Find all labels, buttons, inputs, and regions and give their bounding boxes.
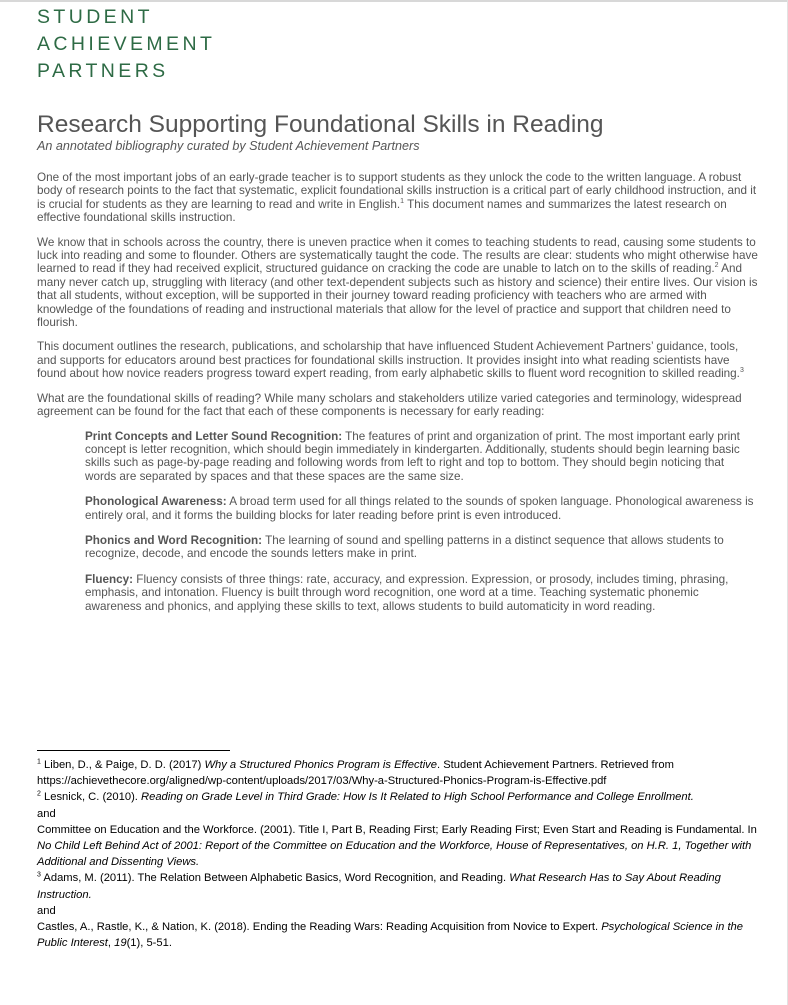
- footnote-3-cont: [37, 919, 759, 951]
- uneven-practice-text: We know that in schools across the country, there is uneven practice when it comes to teaching students to read, causing some students to luck into reading and some to flounder. Others are systematically taught the code. The results are clear: students who might otherwise have learned to read if they had received explicit, structured guidance on cracking the code are unable to latch on to the skills of reading.: [37, 235, 758, 276]
- footnote-text: Lesnick, C. (2010).: [40, 791, 142, 804]
- footnote-title: Reading on Grade Level in Third Grade: How Is It Related to High School Performance and College Enrollment.: [141, 791, 694, 804]
- definition-phonological-awareness: [85, 495, 757, 522]
- definition-list: [85, 430, 757, 613]
- footnote-text: . Student Achievement Partners. Retrieved from https://achievethecore.org/aligned/wp-content/uploads/2017/03/Why-a-Structured-Phonics-Program-is-Effective.pdf: [37, 759, 674, 788]
- footnote-number: 1: [37, 758, 41, 766]
- footnote-title: Why a Structured Phonics Program is Effective: [204, 759, 437, 771]
- footnote-text: (1), 5-51.: [126, 937, 172, 950]
- intro-paragraph: [37, 171, 759, 225]
- logo-line-2: ACHIEVEMENT: [37, 33, 216, 55]
- uneven-practice-text-cont: And many never catch up, struggling with literacy (and other text-dependent subjects such as history and science) their entire lives. Our vision is that all students, without exception, will be supported in their journey toward reading proficiency with teachers who are armed with knowledge of the foundations of reading and instructional materials that allow for the level of practice and support that children need to flourish.: [37, 262, 758, 330]
- definition-term: Phonics and Word Recognition:: [85, 533, 263, 547]
- footnote-1: [37, 757, 759, 789]
- foundational-skills-question: What are the foundational skills of reading? While many scholars and stakeholders utilize varied categories and terminology, widespread agreement can be found for the fact that each of these components is necessary for early reading:: [37, 391, 742, 419]
- footnote-text: ,: [107, 937, 115, 950]
- footnote-text: Adams, M. (2011). The Relation Between Alphabetic Basics, Word Recognition, and Reading.: [40, 872, 510, 885]
- definition-print-concepts: [85, 430, 757, 484]
- logo-line-3: PARTNERS: [37, 60, 169, 82]
- uneven-practice-paragraph: [37, 236, 759, 330]
- footnote-text: Liben, D., & Paige, D. D. (2017): [40, 759, 205, 771]
- footnote-3-and: and: [37, 904, 56, 917]
- document-body: [37, 171, 759, 625]
- definition-fluency: [85, 573, 757, 613]
- definition-text: Fluency consists of three things: rate, accuracy, and expression. Expression, or prosody, includes timing, phrasing, emphasis, and intonation. Fluency is built through word recognition, one word at a time. Teaching systematic phonemic awareness and phonics, and applying these skills to text, allows students to build automaticity in word reading.: [85, 572, 729, 613]
- footnote-ref-1: 1: [400, 197, 405, 205]
- footnote-ref-2: 2: [714, 262, 719, 270]
- footnote-number: 3: [37, 871, 41, 879]
- definition-text: A broad term used for all things related to the sounds of spoken language. Phonological awareness is entirely oral, and it forms the building blocks for later reading before print is even introduced.: [85, 495, 754, 522]
- intro-text: One of the most important jobs of an early-grade teacher is to support students as they unlock the code to the written language. A robust body of research points to the fact that systematic, explicit foundational skills instruction is a critical part of early childhood instruction, and it is crucial for students as they are learning to read and write in English.: [37, 171, 757, 211]
- definition-term: Phonological Awareness:: [85, 495, 227, 509]
- footnote-2: [37, 789, 759, 805]
- definition-text: The features of print and organization of print. The most important early print concept is letter recognition, which should begin immediately in kindergarten. Additionally, students should begin learning basic skills such as page-by-page reading and following words from left to right and top to bottom. They should begin noticing that words are separated by spaces and that these spaces are the same size.: [85, 429, 740, 483]
- definition-term: Fluency:: [85, 572, 134, 586]
- footnote-text: Castles, A., Rastle, K., & Nation, K. (2018). Ending the Reading Wars: Reading Acquisition from Novice to Expert.: [37, 921, 602, 934]
- outline-paragraph: [37, 340, 759, 380]
- definition-phonics: [85, 534, 757, 561]
- footnote-number: 2: [37, 790, 41, 798]
- definition-text: The learning of sound and spelling patterns in a distinct sequence that allows students to recognize, decode, and encode the sounds letters make in print.: [85, 533, 724, 561]
- intro-text-cont: This document names and summarizes the latest research on effective foundational skills instruction.: [37, 197, 727, 225]
- page-top-border: [0, 0, 788, 2]
- footnote-text: Committee on Education and the Workforce. (2001). Title I, Part B, Reading First; Early Reading First; Even Start and Reading is Fundamental. In: [37, 823, 757, 836]
- document-title: Research Supporting Foundational Skills in Reading: [37, 111, 604, 138]
- document-subtitle: An annotated bibliography curated by Student Achievement Partners: [37, 139, 420, 153]
- footnote-3: [37, 870, 759, 902]
- student-achievement-partners-logo: [37, 4, 215, 85]
- footnote-title: No Child Left Behind Act of 2001: Report of the Committee on Education and the Workforce, House of Representatives, on H.R. 1, Together with Additional and Dissenting Views.: [37, 840, 752, 869]
- footnotes: [37, 757, 759, 951]
- footnote-ref-3: 3: [739, 367, 744, 375]
- definition-term: Print Concepts and Letter Sound Recognition:: [85, 429, 343, 443]
- logo-line-1: STUDENT: [37, 6, 153, 28]
- footnote-2-cont: [37, 822, 759, 871]
- footnote-journal: Psychological Science in the Public Interest: [37, 921, 743, 950]
- outline-text: This document outlines the research, publications, and scholarship that have influenced Student Achievement Partners’ guidance, tools, and supports for educators around best practices for foundational skills instruction. It provides insight into what reading scientists have found about how novice readers progress toward expert reading, from early alphabetic skills to fluent word recognition to skilled reading.: [37, 340, 740, 381]
- footnote-volume: 19: [114, 937, 127, 950]
- footnote-separator: [37, 750, 230, 751]
- footnote-2-and: and: [37, 807, 56, 820]
- footnote-title: What Research Has to Say About Reading Instruction.: [37, 872, 721, 901]
